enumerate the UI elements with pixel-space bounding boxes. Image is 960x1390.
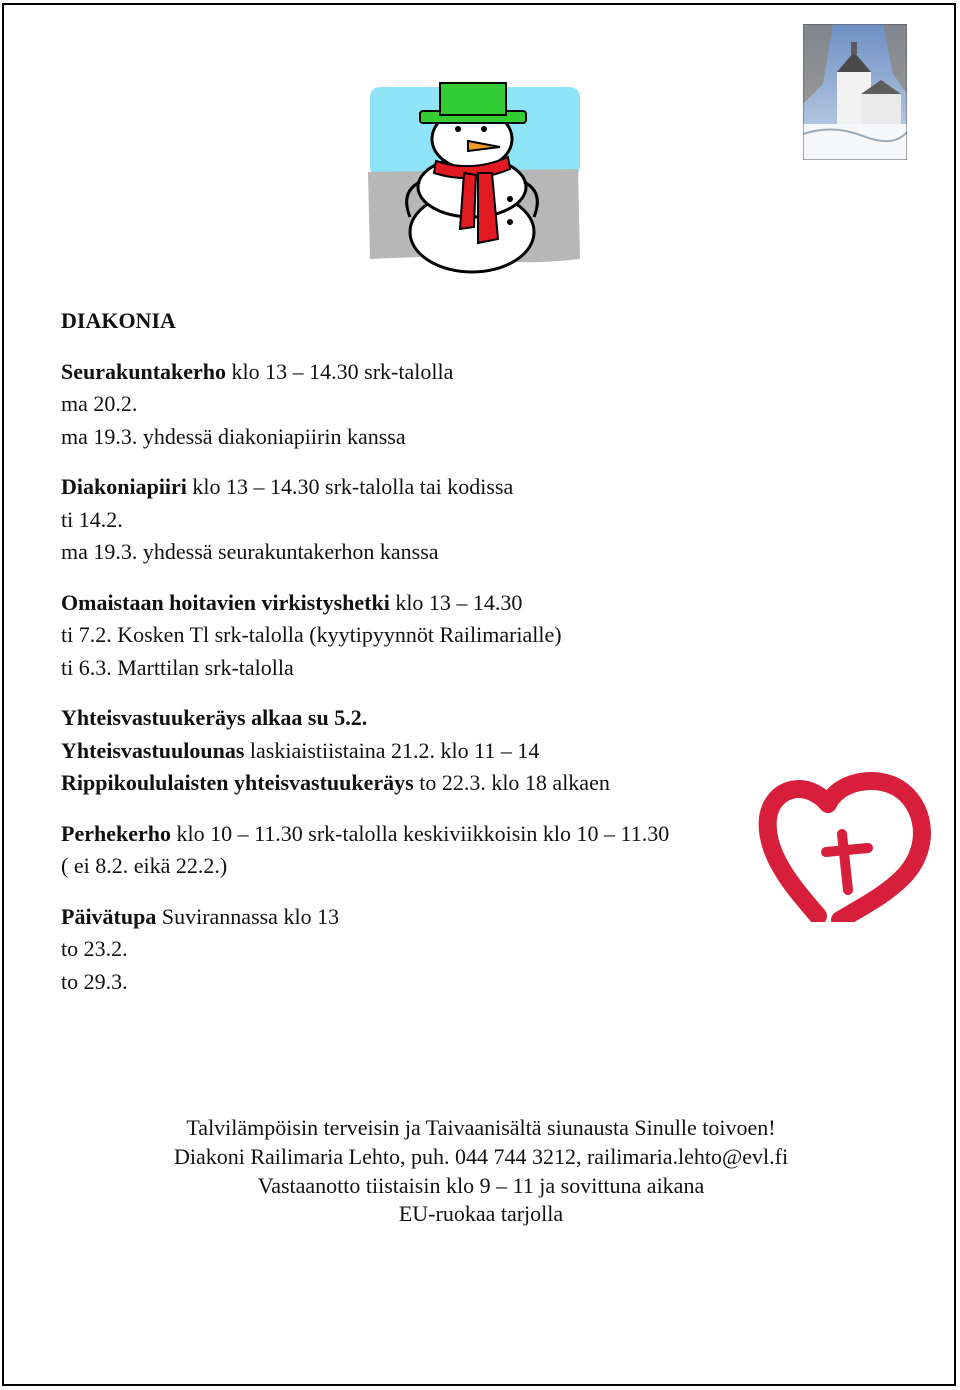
- text-line: ti 14.2.: [61, 506, 123, 532]
- text-line: Päivätupa Suvirannassa klo 13: [61, 903, 340, 929]
- text-line: to 29.3.: [61, 968, 128, 994]
- text-line: Yhteisvastuukeräys alkaa su 5.2.: [61, 705, 368, 730]
- text-line: ( ei 8.2. eikä 22.2.): [61, 853, 228, 878]
- snowman-image: [360, 77, 584, 277]
- text-line: to 23.2.: [61, 936, 128, 961]
- church-image: [803, 24, 907, 160]
- text-line: Perhekerho klo 10 – 11.30 srk-talolla keskiviikkoisin klo 10 – 11.30: [61, 820, 670, 846]
- section-perhekerho: [61, 818, 761, 883]
- text-line: ma 19.3. yhdessä diakoniapiirin kanssa: [61, 423, 406, 449]
- text-line: ti 6.3. Marttilan srk-talolla: [61, 654, 294, 680]
- heart-logo: [756, 770, 938, 922]
- section-diakoniapiiri: [61, 471, 761, 569]
- section-yhteisvastuu: [61, 702, 761, 800]
- section-omaishoitajat: [61, 587, 761, 685]
- diakonia-content: [61, 305, 761, 998]
- text-line: ma 19.3. yhdessä seurakuntakerhon kanssa: [61, 539, 439, 564]
- footer-contact: Diakoni Railimaria Lehto, puh. 044 744 3212, railimaria.lehto@evl.fi: [173, 1143, 789, 1169]
- footer-eu-food: EU-ruokaa tarjolla: [398, 1201, 564, 1227]
- document-page: [2, 3, 956, 1386]
- footer: [4, 1114, 958, 1229]
- text-line: ma 20.2.: [61, 391, 138, 416]
- text-line: Omaistaan hoitavien virkistyshetki klo 13 – 14.30: [61, 589, 523, 615]
- text-line: Yhteisvastuulounas laskiaistiistaina 21.2. klo 11 – 14: [61, 737, 540, 763]
- text-line: Diakoniapiiri klo 13 – 14.30 srk-talolla tai kodissa: [61, 474, 514, 499]
- footer-reception: Vastaanotto tiistaisin klo 9 – 11 ja sovittuna aikana: [257, 1172, 705, 1198]
- footer-greeting: Talvilämpöisin terveisin ja Taivaanisältä siunausta Sinulle toivoen!: [186, 1115, 776, 1140]
- section-seurakuntakerho: [61, 356, 761, 454]
- text-line: Rippikoululaisten yhteisvastuukeräys to 22.3. klo 18 alkaen: [61, 770, 610, 795]
- section-paivatupa: [61, 901, 761, 999]
- page-title: DIAKONIA: [61, 308, 176, 333]
- text-line: ti 7.2. Kosken Tl srk-talolla (kyytipyynnöt Railimarialle): [61, 622, 562, 647]
- text-line: Seurakuntakerho klo 13 – 14.30 srk-talolla: [61, 358, 454, 384]
